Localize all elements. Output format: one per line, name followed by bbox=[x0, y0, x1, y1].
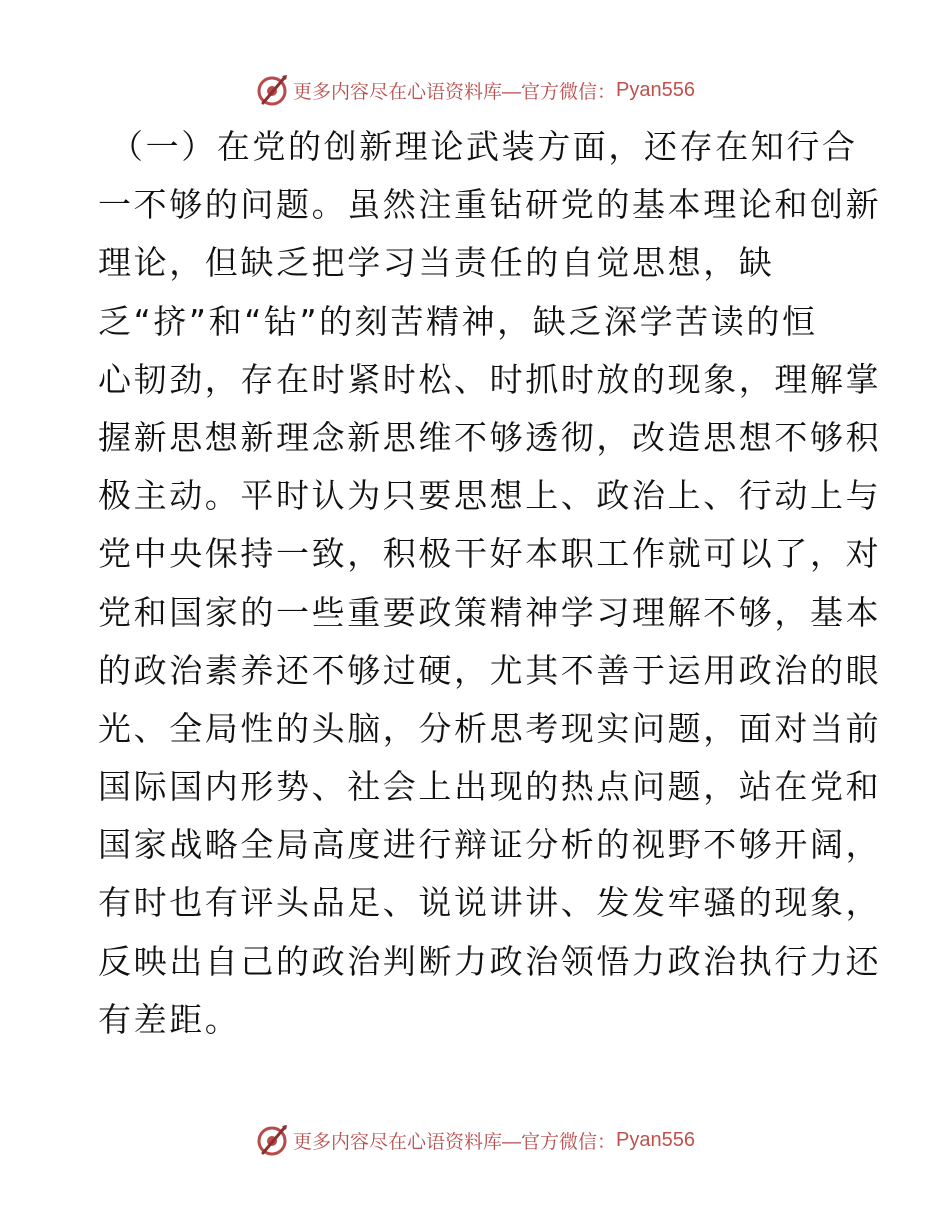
body-line: 理论，但缺乏把学习当责任的自觉思想，缺 bbox=[98, 243, 775, 283]
body-line: （一）在党的创新理论武装方面，还存在知行合 bbox=[110, 127, 858, 166]
body-line: 国家战略全局高度进行辩证分析的视野不够开阔， bbox=[98, 825, 882, 865]
body-line: 有差距。 bbox=[98, 999, 241, 1039]
body-line: 握新思想新理念新思维不够透彻，改造思想不够积 bbox=[98, 417, 882, 457]
watermark-wechat-id: Pyan556 bbox=[616, 78, 695, 101]
watermark-wechat-id: Pyan556 bbox=[616, 1128, 695, 1151]
body-line: 党中央保持一致，积极干好本职工作就可以了，对 bbox=[98, 534, 882, 574]
watermark-separator: —官方微信： bbox=[502, 1131, 617, 1153]
body-line: 光、全局性的头脑，分析思考现实问题，面对当前 bbox=[98, 708, 882, 748]
brush-circle-logo-icon bbox=[255, 73, 289, 107]
body-line: 反映出自己的政治判断力政治领悟力政治执行力还 bbox=[98, 941, 882, 981]
brush-circle-logo-icon bbox=[255, 1123, 289, 1157]
body-line: 党和国家的一些重要政策精神学习理解不够，基本 bbox=[98, 592, 882, 632]
body-line: 一不够的问题。虽然注重钻研党的基本理论和创新 bbox=[98, 185, 882, 225]
body-line: 有时也有评头品足、说说讲讲、发发牢骚的现象， bbox=[98, 883, 882, 923]
body-line: 的政治素养还不够过硬，尤其不善于运用政治的眼 bbox=[98, 650, 882, 690]
watermark-text: 更多内容尽在心语资料库 bbox=[293, 80, 503, 103]
watermark-text: 更多内容尽在心语资料库 bbox=[293, 1130, 503, 1153]
body-line: 国际国内形势、社会上出现的热点问题，站在党和 bbox=[98, 767, 882, 807]
body-line: 乏“挤”和“钻”的刻苦精神，缺乏深学苦读的恒 bbox=[98, 301, 818, 341]
footer-watermark bbox=[0, 1120, 950, 1160]
document-body bbox=[98, 118, 882, 1049]
watermark-separator: —官方微信： bbox=[502, 81, 617, 103]
header-watermark bbox=[0, 70, 950, 110]
body-line: 极主动。平时认为只要思想上、政治上、行动上与 bbox=[98, 476, 882, 516]
body-line: 心韧劲，存在时紧时松、时抓时放的现象，理解掌 bbox=[98, 359, 882, 399]
